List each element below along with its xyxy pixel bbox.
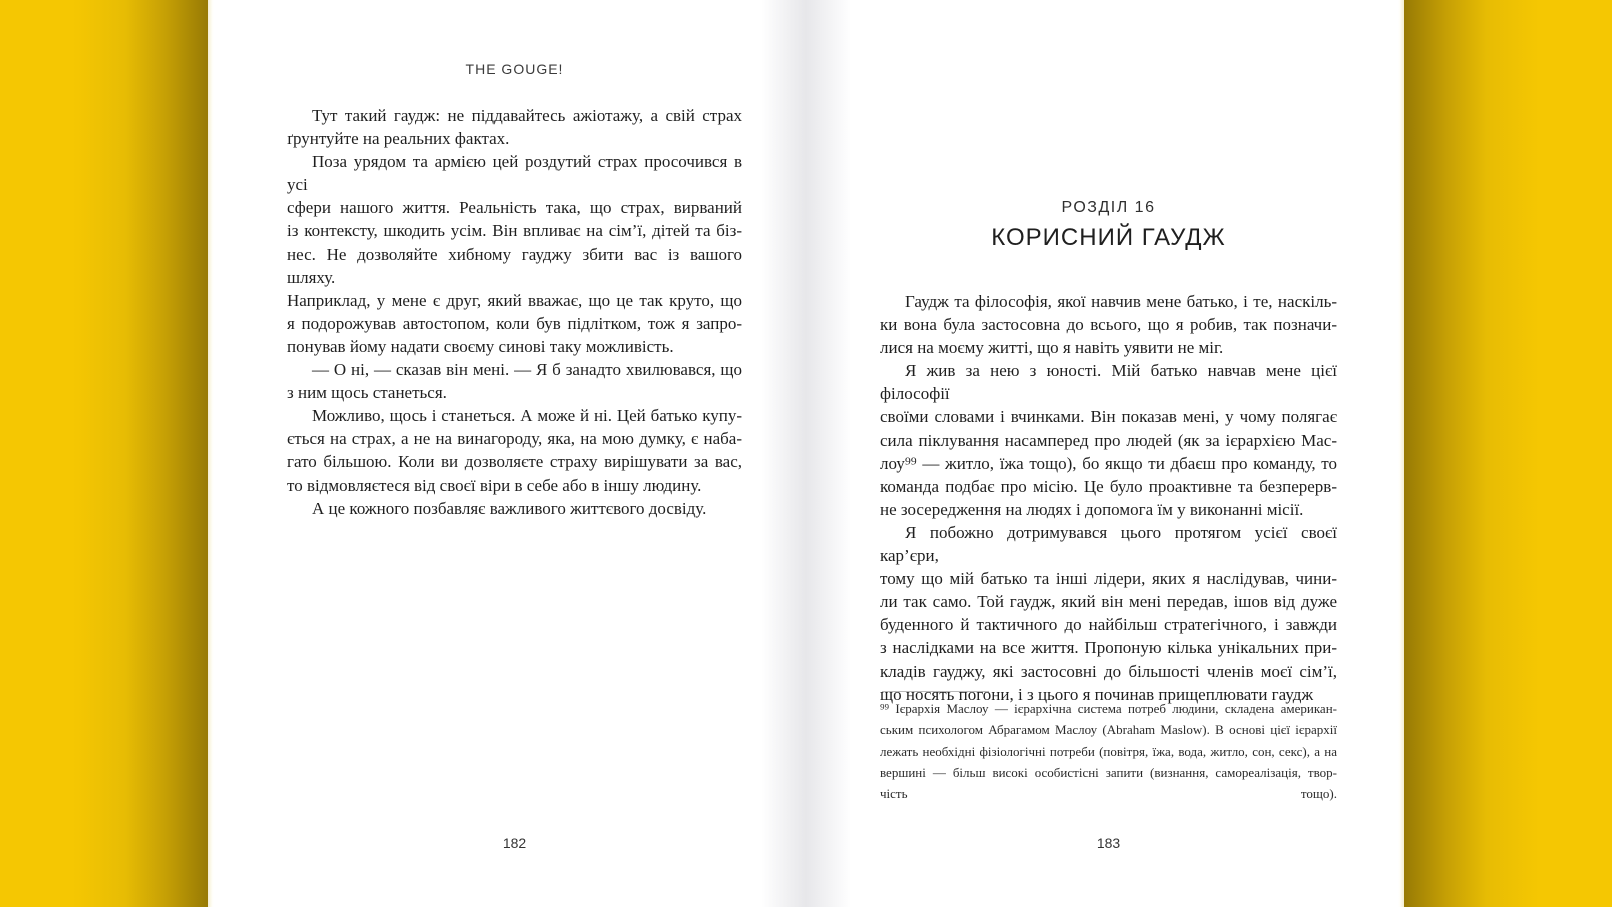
text-line: лоу⁹⁹ — житло, їжа тощо), бо якщо ти дбаєш про команду, то xyxy=(880,453,1337,473)
text-line: лися на моєму житті, що я навіть уявити не міг. xyxy=(880,338,1224,358)
text-line: Наприклад, у мене є друг, який вважає, що це так круто, що xyxy=(287,290,742,310)
text-line: буденного й тактичного до найбільш стратегічного, і завжди xyxy=(880,615,1337,635)
chapter-title: КОРИСНИЙ ГАУДЖ xyxy=(991,224,1226,251)
right-text-block xyxy=(880,0,1337,907)
text-line: вершині — більш високі особистісні запити (визнання, самореалізація, твор- xyxy=(880,764,1337,780)
footnote xyxy=(880,698,1337,804)
text-line: ським психологом Абрагамом Маслоу (Abraham Maslow). В основі цієї ієрархії xyxy=(880,722,1337,738)
text-line: гато більшою. Коли ви дозволяєте страху вирішувати за вас, xyxy=(287,452,742,472)
left-text-block xyxy=(287,0,742,907)
text-line: то відмовляєтеся від своєї віри в себе або в іншу людину. xyxy=(287,475,702,495)
page-left xyxy=(208,0,806,907)
page-edge-highlight-left xyxy=(208,0,214,907)
backdrop-right xyxy=(1404,0,1612,907)
backdrop-left xyxy=(0,0,208,907)
text-line: А це кожного позбавляє важливого життєвого досвіду. xyxy=(312,498,707,518)
text-line: лежать необхідні фізіологічні потреби (повітря, їжа, вода, житло, сон, секс), а на xyxy=(880,743,1337,759)
text-line: ґрунтуйте на реальних фактах. xyxy=(287,129,510,149)
text-line: не зосередження на людях і допомога їм у виконанні місії. xyxy=(880,499,1304,519)
text-line: чість тощо). xyxy=(880,786,1337,802)
text-line: Можливо, щось і станеться. А може й ні. Цей батько купу- xyxy=(312,406,742,426)
book-spread xyxy=(208,0,1404,907)
text-line: понував йому надати своєму синові таку можливість. xyxy=(287,336,674,356)
text-line: кладів гауджу, які застосовні до більшості членів моєї сім’ї, xyxy=(880,661,1337,681)
text-line: що носять погони, і з цього я починав прищеплювати гаудж xyxy=(880,684,1314,704)
text-line: тому що мій батько та інші лідери, яких я наслідував, чини- xyxy=(880,569,1337,589)
text-line: ли так само. Той гаудж, який він мені передав, ішов від дуже xyxy=(880,592,1337,612)
text-line: сила піклування насамперед про людей (як за ієрархією Мас- xyxy=(880,430,1337,450)
right-page-body xyxy=(880,290,1337,706)
text-line: команда подбає про місію. Це було проактивне та безперерв- xyxy=(880,476,1337,496)
text-line: з наслідками на все життя. Пропоную кілька унікальних при- xyxy=(880,638,1337,658)
text-line: — О ні, — сказав він мені. — Я б занадто хвилювався, що xyxy=(312,360,742,380)
page-number-left: 182 xyxy=(502,835,527,851)
running-head: THE GOUGE! xyxy=(465,61,564,77)
page-edge-highlight-right xyxy=(1398,0,1404,907)
text-line: з ним щось станеться. xyxy=(287,383,447,403)
text-line: із контексту, шкодить усім. Він впливає на сім’ї, дітей та біз- xyxy=(287,221,742,241)
text-line: нес. Не дозволяйте хибному гауджу збити вас із вашого шляху. xyxy=(287,244,742,287)
text-line: Я побожно дотримувався цього протягом усієї своєї кар’єри, xyxy=(880,522,1337,566)
text-line: сфери нашого життя. Реальність така, що страх, вирваний xyxy=(287,198,742,218)
text-line: я подорожував автостопом, коли був підлітком, тож я запро- xyxy=(287,313,742,333)
page-right xyxy=(806,0,1404,907)
text-line: Поза урядом та армією цей роздутий страх просочився в усі xyxy=(287,152,742,195)
footnote-rule xyxy=(882,691,989,692)
text-line: ⁹⁹ Ієрархія Маслоу — ієрархічна система потреб людини, складена американ- xyxy=(880,701,1337,716)
left-page-body xyxy=(287,104,742,520)
chapter-label: РОЗДІЛ 16 xyxy=(1061,199,1156,216)
text-line: Гаудж та філософія, якої навчив мене батько, і те, наскіль- xyxy=(905,292,1337,311)
text-line: Тут такий гаудж: не піддавайтесь ажіотажу, а свій страх xyxy=(312,106,742,125)
text-line: ється на страх, а не на винагороду, яка, на мою думку, є наба- xyxy=(287,429,742,449)
text-line: Я жив за нею з юності. Мій батько навчав мене цієї філософії xyxy=(880,361,1337,404)
text-line: ки вона була застосовна до всього, що я робив, так позначи- xyxy=(880,315,1337,335)
text-line: своїми словами і вчинками. Він показав мені, у чому полягає xyxy=(880,407,1337,427)
page-number-right: 183 xyxy=(1096,835,1121,851)
